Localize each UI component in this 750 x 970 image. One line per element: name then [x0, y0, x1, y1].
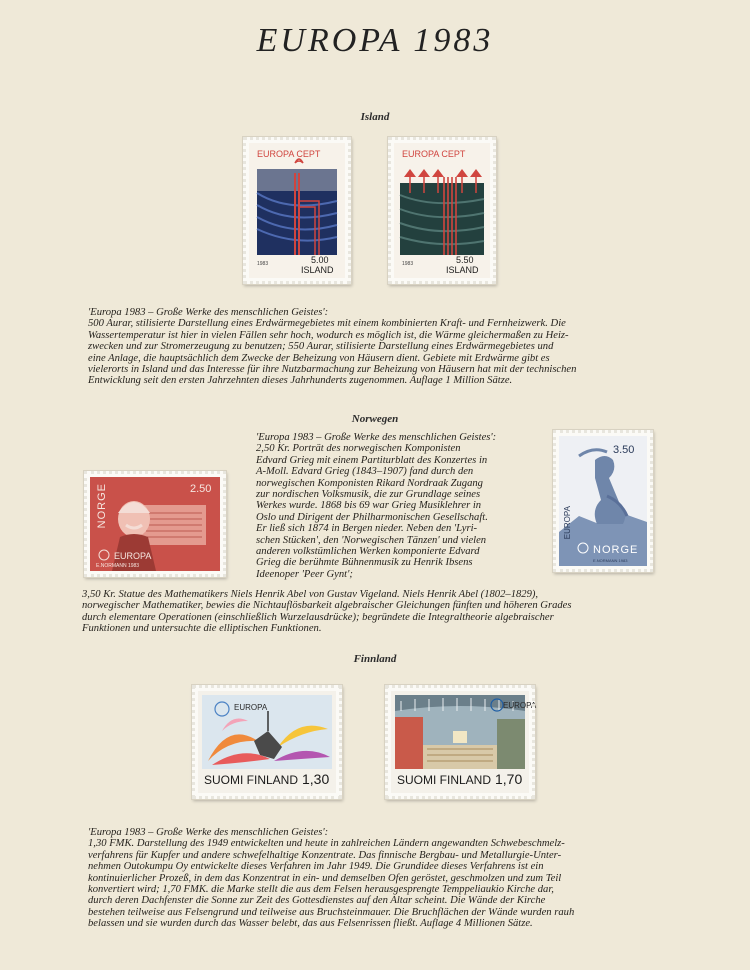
page-title: EUROPA 1983	[256, 22, 494, 59]
stamp-brand-label: EUROPA CEPT	[402, 149, 466, 159]
stamp-finland-170	[391, 691, 537, 793]
stamp-value-label: 2.50	[190, 483, 212, 495]
stamp-mount-finland-170	[385, 685, 535, 799]
stamp-norge-350	[559, 436, 647, 566]
stamp-year-label: 1983	[257, 261, 269, 267]
stamp-country-label: NORGE	[593, 544, 639, 556]
stamp-mount-island-550	[388, 137, 496, 284]
stamp-island-500	[249, 143, 345, 278]
section-heading-island: Island	[360, 111, 390, 123]
stamp-mount-norge-350	[553, 430, 653, 572]
stamp-mount-norge-250	[84, 471, 226, 577]
stamp-country-label: ISLAND	[446, 265, 479, 275]
stamp-mount-finland-130	[192, 685, 342, 799]
stamp-country-label: NORGE	[96, 483, 108, 529]
stamp-value-label: 1,70	[495, 771, 523, 787]
stamp-imprint-label: E.NORMANN 1983	[593, 558, 628, 563]
stamp-value-label: 1,30	[302, 771, 330, 787]
norwegen-description-a: 'Europa 1983 – Große Werke des menschlichen Geistes': 2,50 Kr. Porträt des norwegischen Komponisten Edvard Grieg mit einem Partiturblatt des Konzertes in A-Moll. Edvard Grieg (1843–1907) fand durch den norwegischen Komponisten Rikard Nordraak Zugang zur nordischen Volksmusik, die zur Grundlage seines Werkes wurde. 1868 bis 69 war Grieg Musiklehrer in Oslo und Dirigent der Philharmonischen Gesellschaft. Er ließ sich 1874 in Bergen nieder. Neben den 'Lyri- schen Stücken', den 'Norwegischen Tänzen' und vielen anderen volkstümlichen Werken komponierte Edvard Grieg die berühmte Bühnenmusik zu Henrik Ibsens Ideenoper 'Peer Gynt';	[256, 432, 497, 580]
stamp-finland-130	[198, 691, 336, 793]
stamp-brand-label: EUROPA	[114, 551, 152, 561]
finnland-description: 'Europa 1983 – Große Werke des menschlichen Geistes': 1,30 FMK. Darstellung des 1949 entwickelten und heute in zahlreichen Ländern angewandten Schwebeschmelz- verfahrens für Kupfer und andere schwefelhaltige Konzentrate. Das finnische Bergbau- und Metallurgie-Unter- nehmen Outokumpu Oy entwickelte dieses Verfahren im Jahr 1949. Die Grundidee dieses Verfahrens ist ein kontinuierlicher Prozeß, in dem das Konzentrat in ein- und demselben Ofen geröstet, geschmolzen und zum Teil konvertiert wird; 1,70 FMK. die Marke stellt die aus dem Felsen herausgesprengte Temppeliaukio Kirche dar, durch deren Dachfenster die Sonne zur Zeit des Gottesdienstes auf den Altar scheint. Die Wände der Kirche bestehen teilweise aus Felsengrund und teilweise aus Bruchsteinmauer. Die Bruchflächen der Wände wurden rauh belassen und sie wurden durch das Wasser belebt, das aus Felsenrissen fließt. Auflage 4 Millionen Sätze.	[88, 827, 575, 930]
stamp-norge-250	[90, 477, 220, 571]
stamp-island-550	[394, 143, 490, 278]
norwegen-description-b: 3,50 Kr. Statue des Mathematikers Niels Henrik Abel von Gustav Vigeland. Niels Henrik Abel (1802–1829), norwegischer Mathematiker, bewies die Nichtauflösbarkeit algebraischer Gleichungen fünften und höheren Grades durch elementare Operationen (einschließlich Wurzelausdrücke); begründete die Integraltheorie algebraischer Funktionen und untersuchte die elliptischen Funktionen.	[82, 589, 572, 635]
section-heading-norwegen: Norwegen	[351, 413, 399, 425]
stamp-year-label: 1983	[402, 261, 414, 267]
geothermal-artwork-550	[394, 143, 490, 278]
stamp-brand-label: EUROPA	[503, 701, 537, 710]
stamp-value-label: 5.50	[456, 255, 474, 265]
stamp-value-label: 3.50	[613, 444, 635, 456]
stamp-brand-label: EUROPA	[234, 703, 268, 712]
island-description: 'Europa 1983 – Große Werke des menschlichen Geistes': 500 Aurar, stilisierte Darstellung eines Erdwärmegebietes mit einem kombinierten Kraft- und Fernheizwerk. Die Wassertemperatur ist hier in vielen Fällen sehr hoch, wodurch es möglich ist, die Wärme gleichermaßen zu Heiz- zwecken und zur Stromerzeugung zu benutzen; 550 Aurar, stilisierte Darstellung eines Erdwärmegebietes und eine Anlage, die hauptsächlich dem Zwecke der Beheizung von Häusern dient. Gebiete mit Erdwärme gibt es vielerorts in Island und das Interesse für ihre Nutzbarmachung zur Beheizung von Häusern hat mit der technischen Entwicklung seit den ersten Jahrzehnten dieses Jahrhunderts zugenommen. Auflage 1 Million Sätze.	[88, 307, 577, 387]
stamp-country-label: SUOMI FINLAND	[204, 773, 299, 787]
stamp-imprint-label: E.NORMANN 1983	[96, 563, 140, 569]
stamp-brand-label: EUROPA CEPT	[257, 149, 321, 159]
stamp-value-label: 5.00	[311, 255, 329, 265]
section-heading-finnland: Finnland	[353, 653, 397, 665]
stamp-country-label: ISLAND	[301, 265, 334, 275]
stamp-brand-label: EUROPA	[563, 506, 572, 540]
geothermal-artwork-500	[249, 143, 345, 278]
stamp-mount-island-500	[243, 137, 351, 284]
stamp-country-label: SUOMI FINLAND	[397, 773, 492, 787]
